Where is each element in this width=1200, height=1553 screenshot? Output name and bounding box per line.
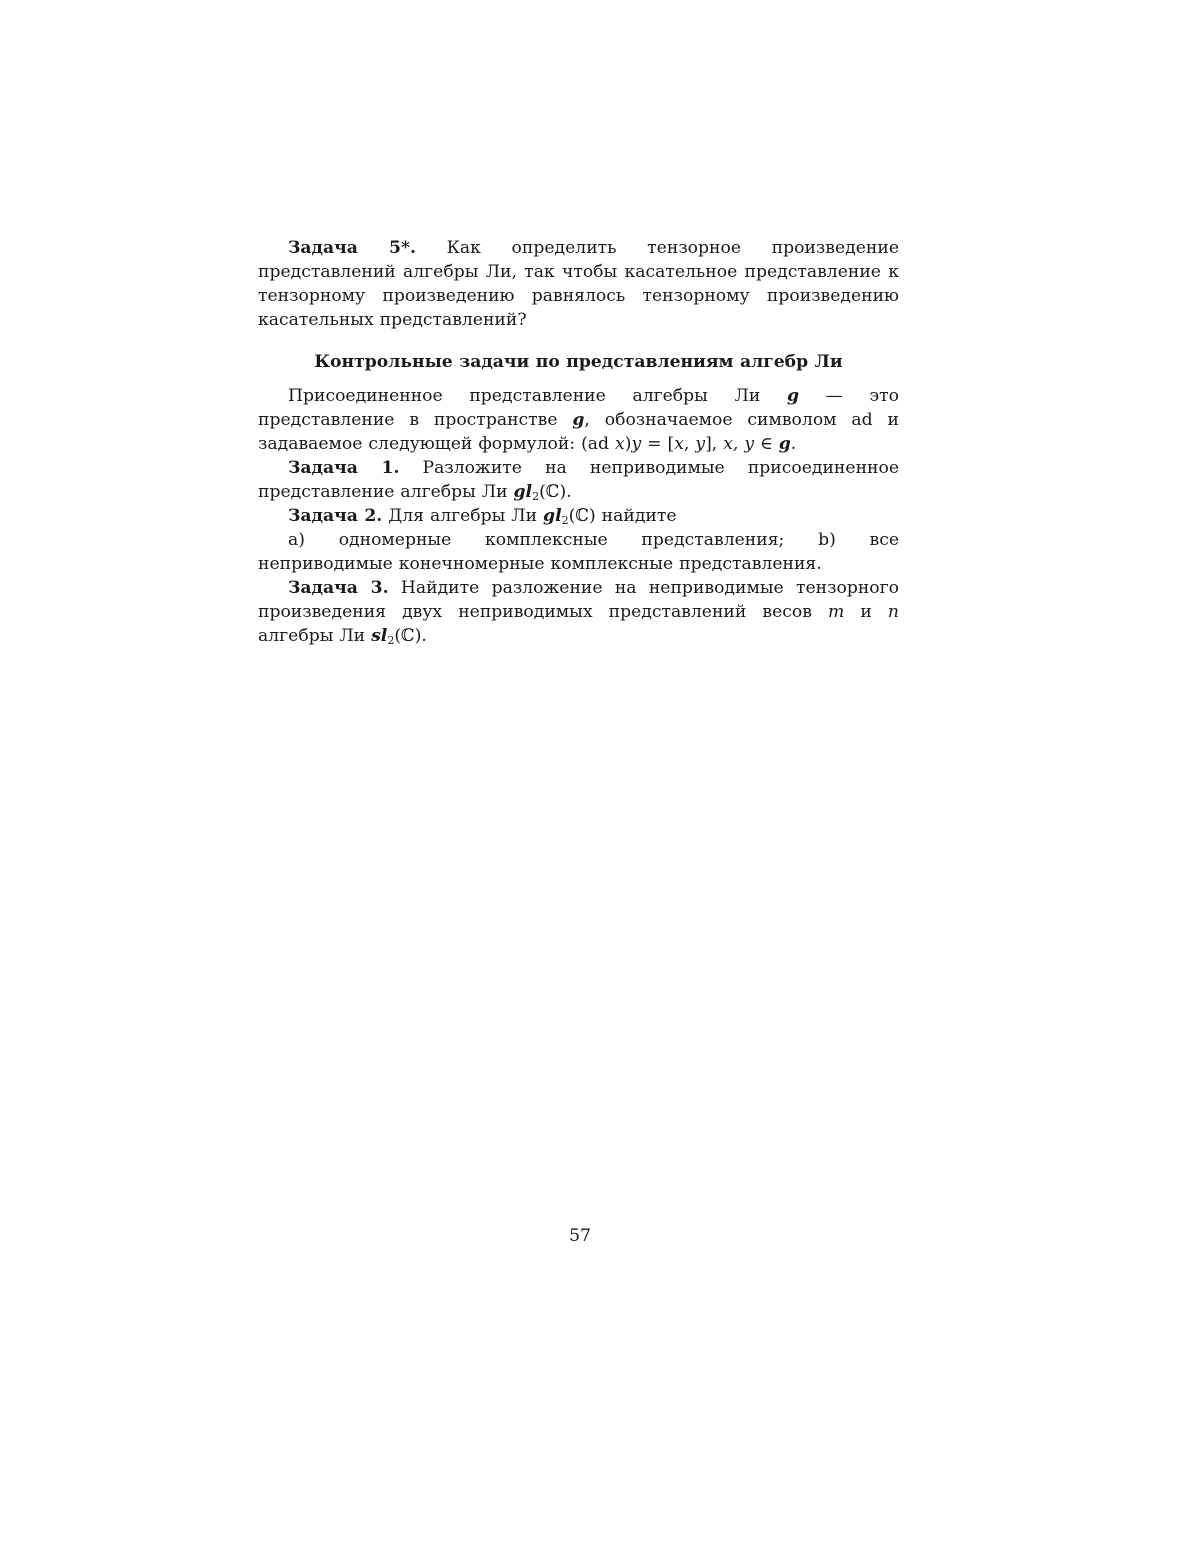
algebra-subscript: 2 bbox=[561, 514, 569, 527]
algebra-symbol: g bbox=[572, 410, 585, 430]
intro-paragraph bbox=[258, 384, 899, 456]
task3-label: Задача 3. bbox=[288, 578, 389, 598]
math-variable: n bbox=[887, 602, 899, 622]
task3-text: Найдите разложение на неприводимые тензорного произведения двух неприводимых представлений весов bbox=[258, 578, 899, 622]
math-variable: x bbox=[615, 434, 625, 454]
intro-end: . bbox=[790, 434, 797, 454]
task5-text: Как определить тензорное произведение представлений алгебры Ли, так чтобы касательное представление к тензорному произведению равнялось тензорному произведению касательных представлений? bbox=[258, 238, 899, 330]
task5-label: Задача 5*. bbox=[288, 238, 416, 258]
task5-paragraph bbox=[258, 236, 899, 332]
intro-text-2: — это представление в пространстве bbox=[258, 386, 899, 430]
task2-tail: найдите bbox=[595, 506, 677, 526]
main-text bbox=[258, 236, 899, 648]
task1-label: Задача 1. bbox=[288, 458, 400, 478]
page-number: 57 bbox=[569, 1226, 591, 1246]
math-variable: y bbox=[631, 434, 642, 454]
intro-text-5: = [ bbox=[641, 434, 675, 454]
intro-text-4: ) bbox=[624, 434, 632, 454]
math-variables: x, y bbox=[723, 434, 755, 454]
intro-comma: , bbox=[683, 434, 696, 454]
task3-paragraph bbox=[258, 576, 899, 648]
math-variable: m bbox=[828, 602, 845, 622]
field-symbol: (ℂ). bbox=[539, 482, 572, 502]
algebra-symbol: g bbox=[778, 434, 791, 454]
task1-paragraph bbox=[258, 456, 899, 504]
intro-text-1: Присоединенное представление алгебры Ли bbox=[288, 386, 787, 406]
section-heading: Контрольные задачи по представлениям алгебр Ли bbox=[314, 352, 843, 372]
intro-text-3: , обозначаемое символом ad и задаваемое следующей формулой: (ad bbox=[258, 410, 900, 454]
task2-text: Для алгебры Ли bbox=[382, 506, 544, 526]
task3-text-2: алгебры Ли bbox=[258, 626, 372, 646]
field-symbol: (ℂ). bbox=[394, 626, 427, 646]
algebra-symbol: gl bbox=[543, 506, 562, 526]
task2-paragraph bbox=[258, 504, 899, 528]
algebra-subscript: 2 bbox=[387, 634, 395, 647]
algebra-subscript: 2 bbox=[532, 490, 540, 503]
math-variable: x bbox=[674, 434, 684, 454]
algebra-symbol: gl bbox=[513, 482, 533, 502]
task2-label: Задача 2. bbox=[288, 506, 383, 526]
field-symbol: (ℂ) bbox=[568, 506, 596, 526]
intro-text-7: ∈ bbox=[754, 434, 779, 454]
math-variable: y bbox=[695, 434, 706, 454]
algebra-symbol: sl bbox=[371, 626, 388, 646]
task2-items: a) одномерные комплексные представления; b) все неприводимые конечномерные комплексные представления. bbox=[258, 530, 899, 574]
task1-text: Разложите на неприводимые присоединенное представление алгебры Ли bbox=[258, 458, 899, 502]
intro-text-6: ], bbox=[705, 434, 724, 454]
task3-and: и bbox=[844, 602, 888, 622]
algebra-symbol: g bbox=[786, 386, 799, 406]
